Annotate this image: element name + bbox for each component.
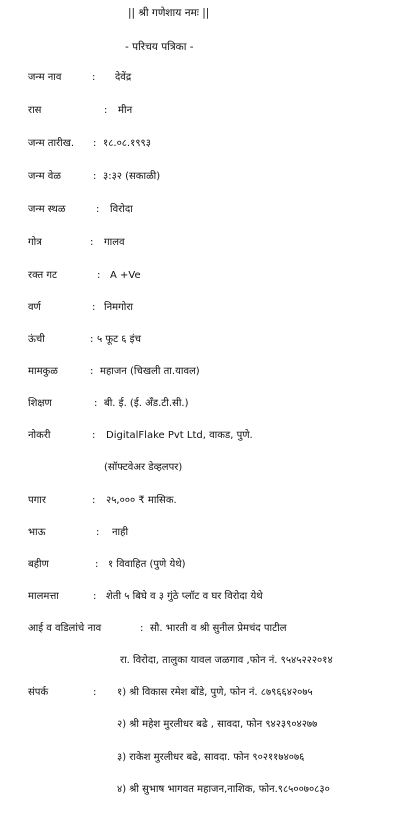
row-separator: : xyxy=(95,559,99,570)
row-value: विरोदा xyxy=(110,204,133,215)
row-value: २५,००० ₹ मासिक. xyxy=(106,495,177,506)
row-label: मालमत्ता xyxy=(28,591,59,602)
row-separator: : xyxy=(93,138,97,149)
row-value: १) श्री विकास रमेश बोंडे, पुणे, फोन नं. ८७९६६४२०७५ xyxy=(117,687,313,698)
header-invocation: || श्री गणेशाय नमः || xyxy=(128,7,210,19)
row-label: शिक्षण xyxy=(28,398,52,409)
row-separator: : xyxy=(96,204,100,215)
row-label: भाऊ xyxy=(28,527,46,538)
row-value: बी. ई. (ई. अँड.टी.सी.) xyxy=(104,398,189,409)
row-separator: : xyxy=(104,105,108,116)
row-value: शेती ५ बिघे व ३ गुंठे प्लॉट व घर विरोदा येथे xyxy=(106,591,263,602)
row-separator: : xyxy=(97,270,101,281)
row-label: जन्म स्थळ xyxy=(28,204,66,215)
row-label: वर्ण xyxy=(28,302,41,313)
row-label: रक्त गट xyxy=(28,270,57,281)
row-value: गालव xyxy=(104,237,125,248)
row-value: ४) श्री सुभाष भागवत महाजन,नाशिक, फोन.९८५००७०८३० xyxy=(117,784,330,795)
row-value: DigitalFlake Pvt Ltd, वाकड, पुणे. xyxy=(106,430,253,441)
row-label: ऊंची xyxy=(28,334,45,345)
row-value: मीन xyxy=(118,105,133,116)
row-separator: : xyxy=(90,334,94,345)
row-separator: : xyxy=(90,237,94,248)
row-label: गोत्र xyxy=(28,237,42,248)
row-label: पगार xyxy=(28,495,46,506)
row-value: नाही xyxy=(112,527,129,538)
row-value: ३:३२ (सकाळी) xyxy=(103,171,161,182)
row-label: रास xyxy=(28,105,42,116)
row-separator: : xyxy=(92,302,96,313)
row-label: जन्म तारीख. xyxy=(28,138,75,149)
row-value: २) श्री महेश मुरलीधर बढे , सावदा, फोन ९४२३९०४२७७ xyxy=(117,719,318,730)
row-value: १८.०८.१९९३ xyxy=(103,138,151,149)
row-separator: : xyxy=(94,398,98,409)
row-label: मामकुळ xyxy=(28,366,58,377)
row-label: जन्म नाव xyxy=(28,72,62,83)
row-separator: : xyxy=(96,527,100,538)
row-value: (सॉफ्टवेअर डेव्हलपर) xyxy=(104,462,183,473)
row-value: रा. विरोदा, तालुका यावल जळगाव ,फोन नं. ९५४५२२२०१४ xyxy=(120,655,333,666)
row-value: ३) राकेश मुरलीधर बढे, सावदा. फोन ९०२११७४०७६ xyxy=(117,752,305,763)
row-value: देवेंद्र xyxy=(115,72,132,83)
row-separator: : xyxy=(92,430,96,441)
row-value: ५ फूट ६ इंच xyxy=(97,334,141,345)
row-value: सौ. भारती व श्री सुनील प्रेमचंद पाटील xyxy=(150,623,287,634)
row-separator: : xyxy=(93,687,97,698)
row-label: आई व वडिलांचे नाव xyxy=(28,623,102,634)
row-value: निमगोरा xyxy=(104,302,134,313)
document-title: - परिचय पत्रिका - xyxy=(125,41,194,53)
row-value: महाजन (चिखली ता.यावल) xyxy=(100,366,200,377)
row-separator: : xyxy=(90,366,94,377)
row-value: १ विवाहित (पुणे येथे) xyxy=(108,559,186,570)
row-label: नोकरी xyxy=(28,430,51,441)
row-separator: : xyxy=(92,495,96,506)
row-label: बहीण xyxy=(28,559,49,570)
row-separator: : xyxy=(93,171,97,182)
row-label: जन्म वेळ xyxy=(28,171,61,182)
row-separator: : xyxy=(92,72,96,83)
row-separator: : xyxy=(93,591,97,602)
row-separator: : xyxy=(140,623,144,634)
row-label: संपर्क xyxy=(28,687,49,698)
row-value: A +Ve xyxy=(110,270,141,281)
